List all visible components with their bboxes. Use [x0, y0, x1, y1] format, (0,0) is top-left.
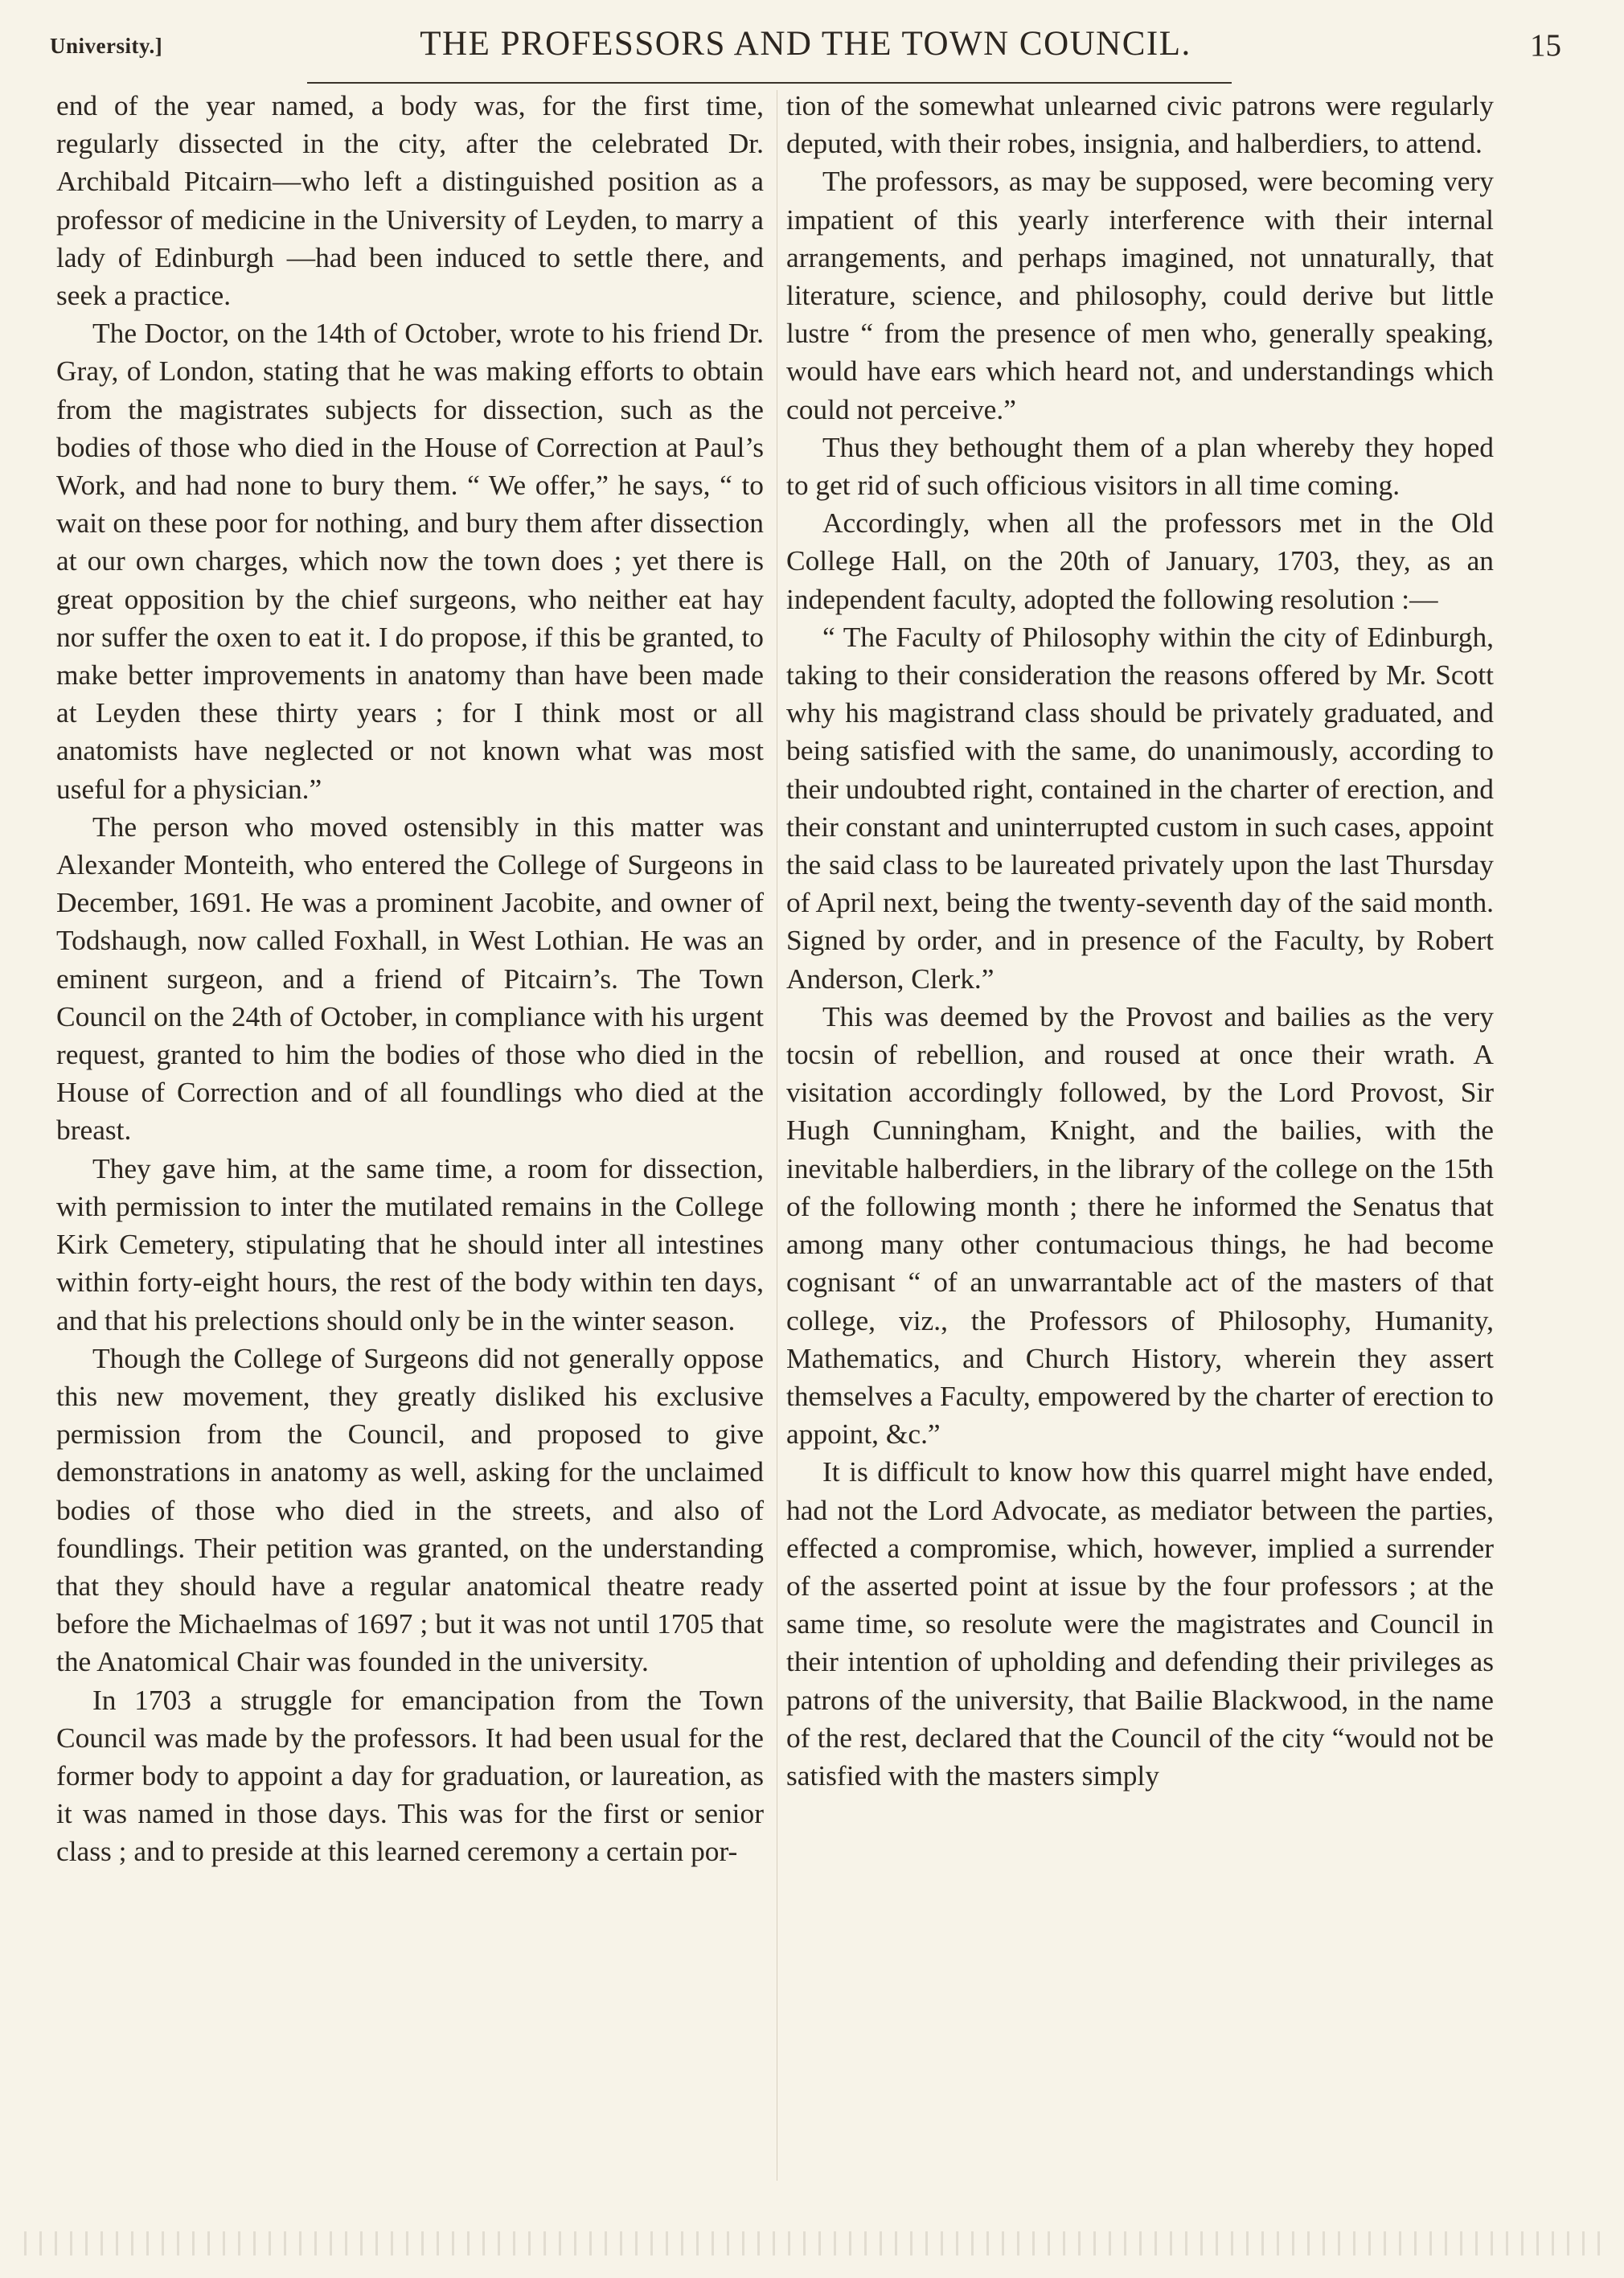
- paragraph: “ The Faculty of Philosophy within the city of Edinburgh, taking to their consideration the reasons offered by Mr. Scott why his magistrand class should be privately graduated, and being satisfied with the same, do unanimously, according to their undoubted right, contained in the charter of erection, and their constant and uninterrupted custom in such cases, appoint the said class to be laureated privately upon the last Thursday of April next, being the twenty-seventh day of the said month. Signed by order, and in presence of the Faculty, by Robert Anderson, Clerk.”: [786, 620, 1494, 995]
- paragraph: It is difficult to know how this quarrel might have ended, had not the Lord Advocate, as mediator between the parties, effected a compromise, which, however, implied a surrender of the asserted point at issue by the four professors ; at the same time, so resolute were the magistrates and Council in their intention of upholding and defending their privileges as patrons of the university, that Bailie Blackwood, in the name of the rest, declared that the Council of the city “would not be satisfied with the masters simply: [786, 1455, 1494, 1792]
- paragraph: end of the year named, a body was, for the first time, regularly dissected in the city, after the celebrated Dr. Archibald Pitcairn—who left a distinguished position as a professor of medicine in the University of Leyden, to marry a lady of Edinburgh —had been induced to settle there, and seek a practice.: [56, 89, 764, 312]
- paragraph: They gave him, at the same time, a room for dissection, with permission to inter the mutilated remains in the College Kirk Cemetery, stipulating that he should inter all intestines within forty-eight hours, the rest of the body within ten days, and that his prelections should only be in the winter season.: [56, 1151, 764, 1336]
- left-column: [56, 87, 764, 1871]
- paragraph: Accordingly, when all the professors met in the Old College Hall, on the 20th of January, 1703, they, as an independent faculty, adopted the following resolution :—: [786, 507, 1494, 615]
- page-header: [50, 18, 1561, 82]
- page-title: THE PROFESSORS AND THE TOWN COUNCIL.: [420, 25, 1191, 63]
- header-rule: [307, 82, 1232, 84]
- paragraph: tion of the somewhat unlearned civic patrons were regularly deputed, with their robes, insignia, and halberdiers, to attend.: [786, 89, 1494, 160]
- section-label: University.]: [50, 34, 163, 58]
- paragraph: The Doctor, on the 14th of October, wrote to his friend Dr. Gray, of London, stating that he was making efforts to obtain from the magistrates subjects for dissection, such as the bodies of those who died in the House of Correction at Paul’s Work, and had none to bury them. “ We offer,” he says, “ to wait on these poor for nothing, and bury them after dissection at our own charges, which now the town does ; yet there is great opposition by the chief surgeons, who neither eat hay nor suffer the oxen to eat it. I do propose, if this be granted, to make better improvements in anatomy than have been made at Leyden these thirty years ; for I think most or all anatomists have neglected or not known what was most useful for a physician.”: [56, 317, 764, 805]
- paragraph: In 1703 a struggle for emancipation from the Town Council was made by the professors. It had been usual for the former body to appoint a day for graduation, or laureation, as it was named in those days. This was for the first or senior class ; and to preside at this learned ceremony a certain por-: [56, 1683, 764, 1868]
- paragraph: The person who moved ostensibly in this matter was Alexander Monteith, who entered the College of Surgeons in December, 1691. He was a prominent Jacobite, and owner of Todshaugh, now called Foxhall, in West Lothian. He was an eminent surgeon, and a friend of Pitcairn’s. The Town Council on the 24th of October, in compliance with his urgent request, granted to him the bodies of those who died in the House of Correction and of all foundlings who died at the breast.: [56, 810, 764, 1147]
- paragraph: Though the College of Surgeons did not generally oppose this new movement, they greatly disliked his exclusive permission from the Council, and proposed to give demonstrations in anatomy as well, asking for the unclaimed bodies of those who died in the streets, and also of foundlings. Their petition was granted, on the understanding that they should have a regular anatomical theatre ready before the Michaelmas of 1697 ; but it was not until 1705 that the Anatomical Chair was founded in the university.: [56, 1341, 764, 1678]
- paragraph: The professors, as may be supposed, were becoming very impatient of this yearly interference with their internal arrangements, and perhaps imagined, not unnaturally, that literature, science, and philosophy, could derive but little lustre “ from the presence of men who, generally speaking, would have ears which heard not, and understandings which could not perceive.”: [786, 165, 1494, 425]
- right-column: [786, 87, 1494, 1795]
- page-number: 15: [1530, 28, 1561, 63]
- page-edge-texture: [24, 2231, 1600, 2255]
- paragraph: This was deemed by the Provost and bailies as the very tocsin of rebellion, and roused at once their wrath. A visitation accordingly followed, by the Lord Provost, Sir Hugh Cunningham, Knight, and the bailies, with the inevitable halberdiers, in the library of the college on the 15th of the following month ; there he informed the Senatus that among many other contumacious things, he had become cognisant “ of an unwarrantable act of the masters of that college, viz., the Professors of Philosophy, Humanity, Mathematics, and Church History, wherein they assert themselves a Faculty, empowered by the charter of erection to appoint, &c.”: [786, 999, 1494, 1451]
- paragraph: Thus they bethought them of a plan whereby they hoped to get rid of such officious visitors in all time coming.: [786, 430, 1494, 502]
